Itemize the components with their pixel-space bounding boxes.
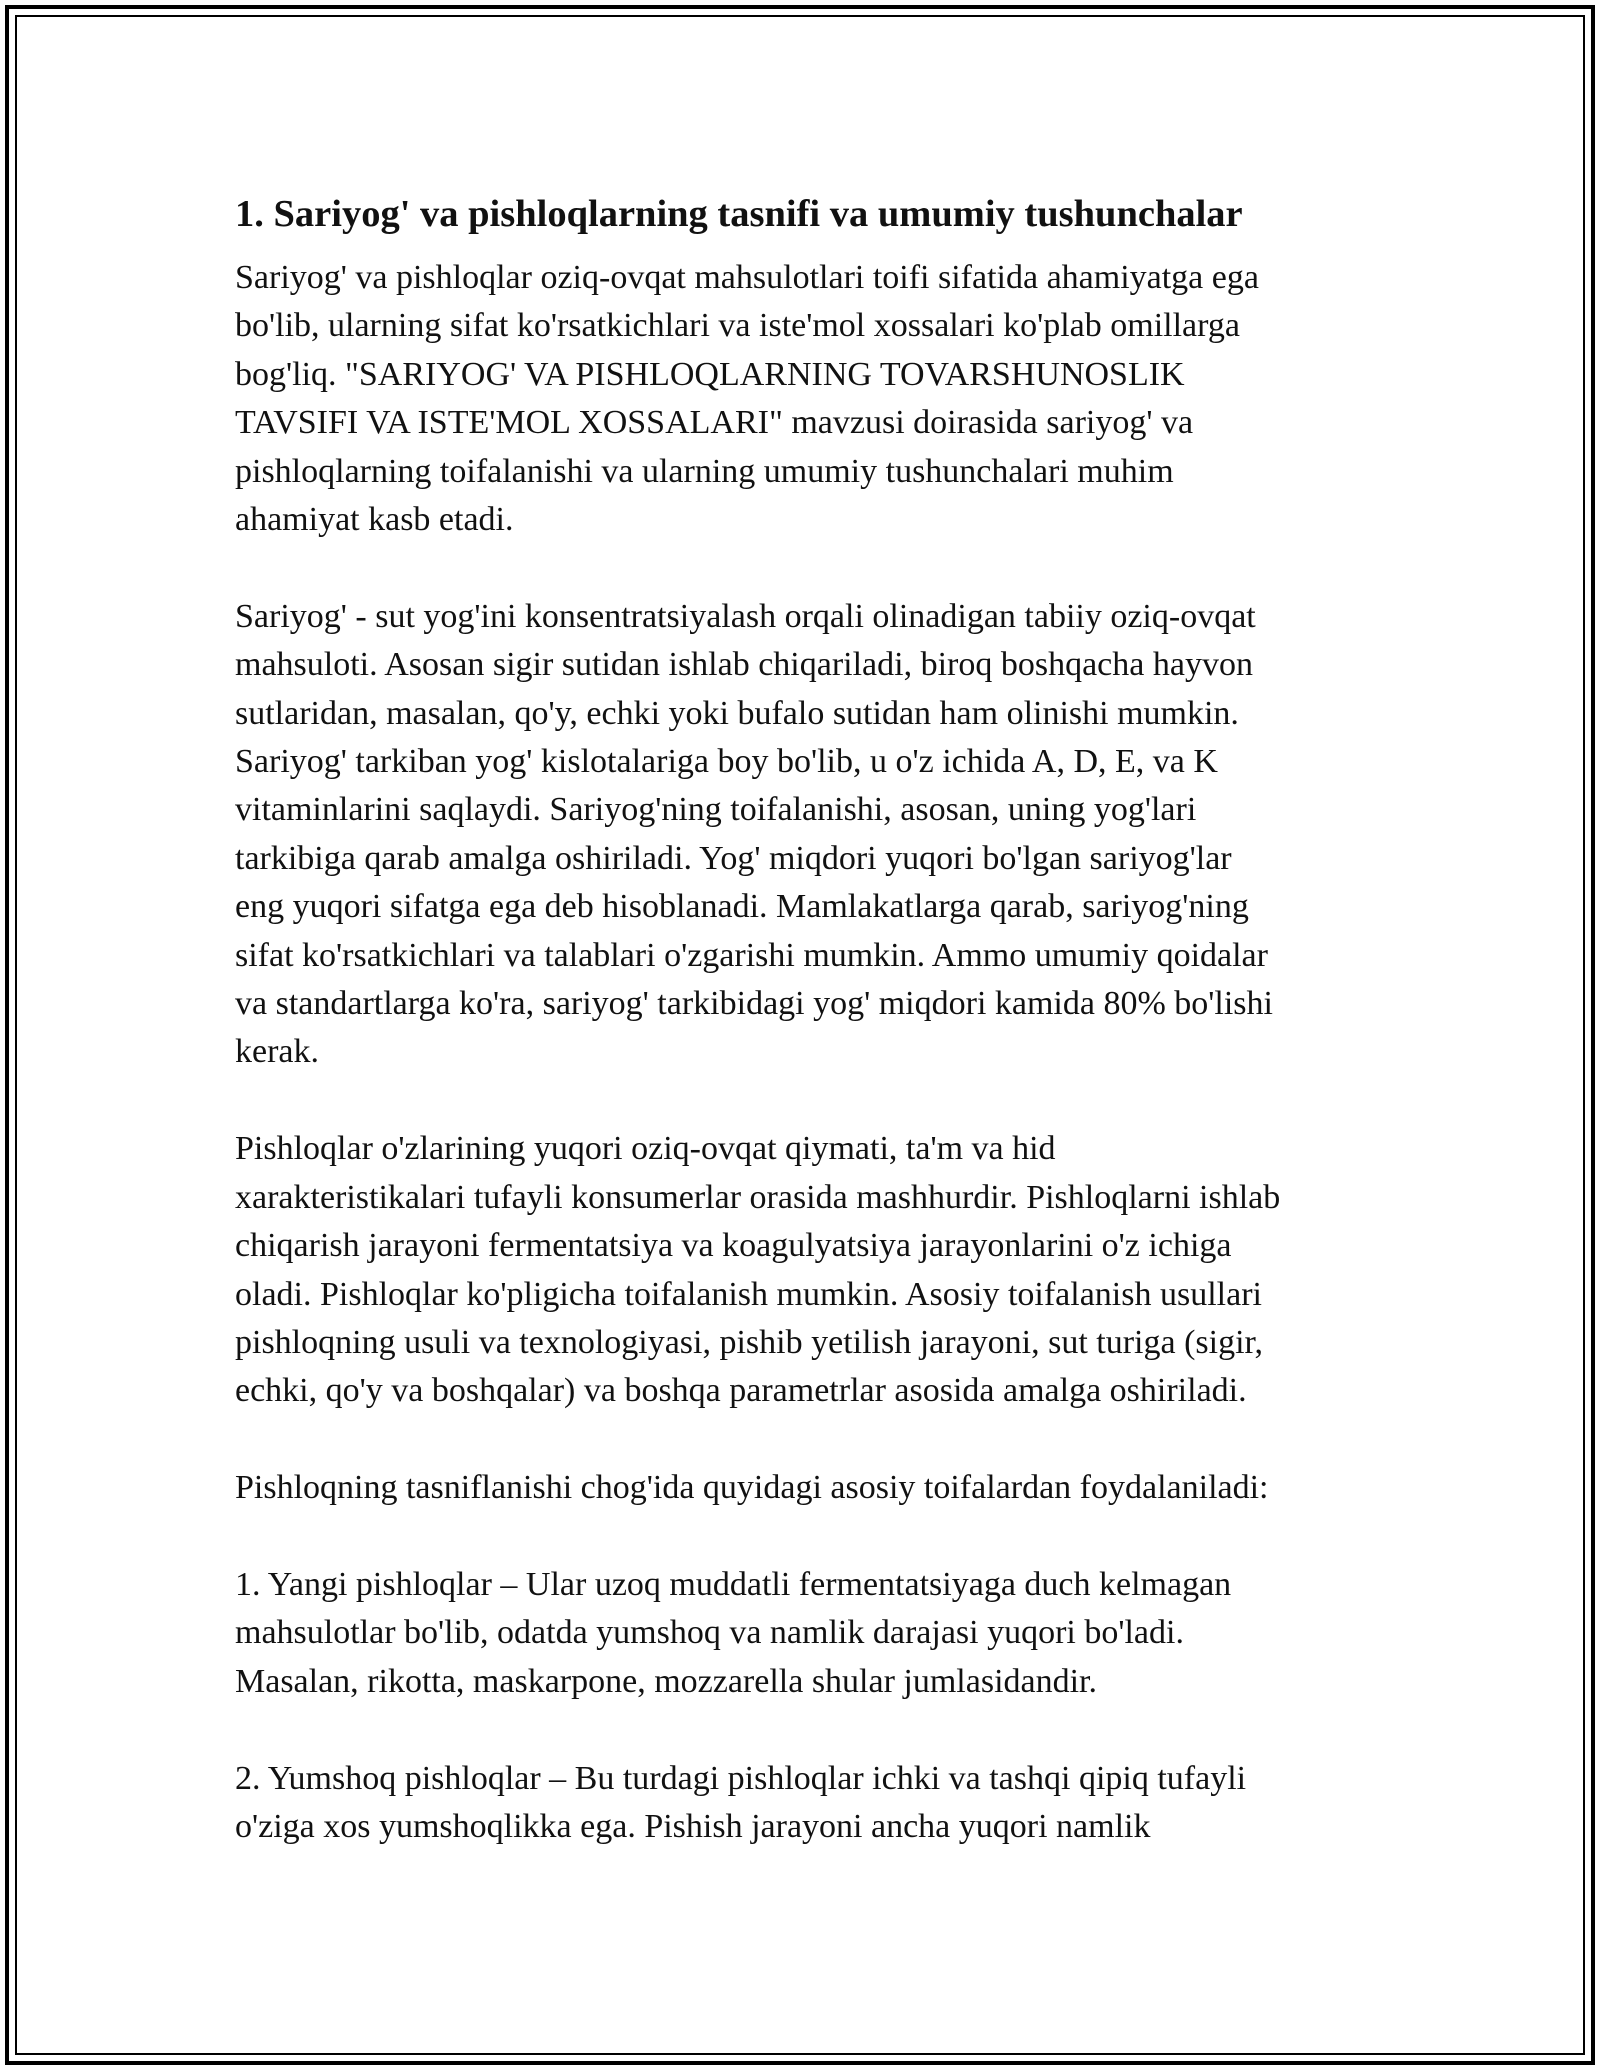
text-line: chiqarish jarayoni fermentatsiya va koagulyatsiya jarayonlarini o'z ichiga xyxy=(235,1227,1232,1265)
text-line: Pishloqning tasniflanishi chog'ida quyidagi asosiy toifalardan foydalaniladi: xyxy=(235,1469,1269,1507)
text-line: mahsulotlar bo'lib, odatda yumshoq va namlik darajasi yuqori bo'ladi. xyxy=(235,1614,1184,1652)
paragraph xyxy=(235,1561,1375,1706)
text-line: 1. Yangi pishloqlar – Ular uzoq muddatli fermentatsiyaga duch kelmagan xyxy=(235,1565,1232,1603)
text-line: 2. Yumshoq pishloqlar – Bu turdagi pishloqlar ichki va tashqi qipiq tufayli xyxy=(235,1759,1247,1797)
text-line: sifat ko'rsatkichlari va talablari o'zgarishi mumkin. Ammo umumiy qoidalar xyxy=(235,936,1268,974)
text-line: kerak. xyxy=(235,1033,320,1071)
text-line: bog'liq. "SARIYOG' VA PISHLOQLARNING TOVARSHUNOSLIK xyxy=(235,355,1185,393)
text-line: eng yuqori sifatga ega deb hisoblanadi. Mamlakatlarga qarab, sariyog'ning xyxy=(235,888,1249,926)
document-body xyxy=(235,188,1375,1900)
text-line: Sariyog' - sut yog'ini konsentratsiyalash orqali olinadigan tabiiy oziq-ovqat xyxy=(235,597,1256,635)
section-title: 1. Sariyog' va pishloqlarning tasnifi va umumiy tushunchalar xyxy=(235,193,1243,235)
text-line: ahamiyat kasb etadi. xyxy=(235,501,514,539)
text-line: o'ziga xos yumshoqlikka ega. Pishish jarayoni ancha yuqori namlik xyxy=(235,1807,1151,1845)
paragraph-list xyxy=(235,254,1375,1851)
paragraph xyxy=(235,1125,1375,1415)
text-line: Sariyog' tarkiban yog' kislotalariga boy bo'lib, u o'z ichida A, D, E, va K xyxy=(235,743,1218,781)
text-line: tarkibiga qarab amalga oshiriladi. Yog' miqdori yuqori bo'lgan sariyog'lar xyxy=(235,839,1232,877)
paragraph xyxy=(235,254,1375,544)
text-line: vitaminlarini saqlaydi. Sariyog'ning toifalanishi, asosan, uning yog'lari xyxy=(235,791,1197,829)
text-line: xarakteristikalari tufayli konsumerlar orasida mashhurdir. Pishloqlarni ishlab xyxy=(235,1178,1281,1216)
text-line: mahsuloti. Asosan sigir sutidan ishlab chiqariladi, biroq boshqacha hayvon xyxy=(235,646,1253,684)
text-line: pishloqlarning toifalanishi va ularning umumiy tushunchalari muhim xyxy=(235,452,1174,490)
text-line: Sariyog' va pishloqlar oziq-ovqat mahsulotlari toifi sifatida ahamiyatga ega xyxy=(235,259,1259,296)
text-line: oladi. Pishloqlar ko'pligicha toifalanish mumkin. Asosiy toifalanish usullari xyxy=(235,1275,1262,1313)
text-line: va standartlarga ko'ra, sariyog' tarkibidagi yog' miqdori kamida 80% bo'lishi xyxy=(235,985,1273,1023)
text-line: sutlaridan, masalan, qo'y, echki yoki bufalo sutidan ham olinishi mumkin. xyxy=(235,694,1239,732)
paragraph xyxy=(235,1464,1375,1512)
paragraph xyxy=(235,593,1375,1077)
text-line: echki, qo'y va boshqalar) va boshqa parametrlar asosida amalga oshiriladi. xyxy=(235,1372,1247,1410)
text-line: TAVSIFI VA ISTE'MOL XOSSALARI" mavzusi doirasida sariyog' va xyxy=(235,404,1194,442)
text-line: Masalan, rikotta, maskarpone, mozzarella shular jumlasidandir. xyxy=(235,1662,1098,1700)
text-line: bo'lib, ularning sifat ko'rsatkichlari va iste'mol xossalari ko'plab omillarga xyxy=(235,307,1240,345)
text-line: pishloqning usuli va texnologiyasi, pishib yetilish jarayoni, sut turiga (sigir, xyxy=(235,1323,1264,1361)
paragraph xyxy=(235,1755,1375,1852)
text-line: Pishloqlar o'zlarining yuqori oziq-ovqat qiymati, ta'm va hid xyxy=(235,1130,1056,1168)
